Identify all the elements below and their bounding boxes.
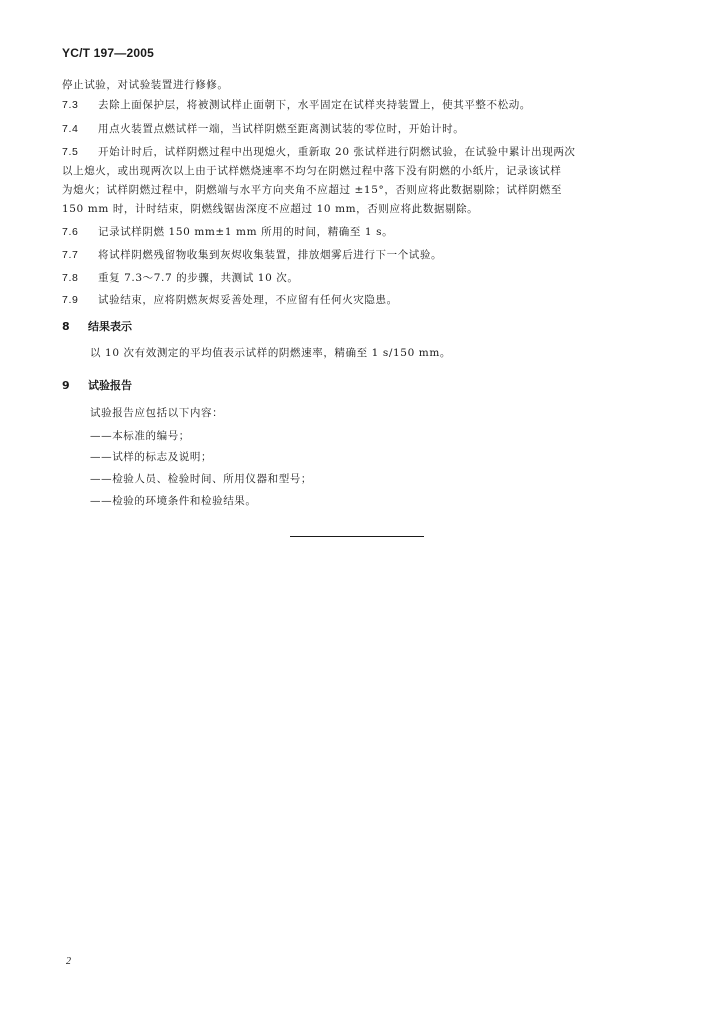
item-text: 去除上面保护层，将被测试样止面朝下，水平固定在试样夹持装置上，使其平整不松动。	[98, 99, 531, 111]
heading-title: 试验报告	[88, 379, 132, 392]
standard-code-header: YC/T 197—2005	[62, 46, 154, 60]
heading-number: 8	[62, 320, 70, 333]
item-text: 将试样阴燃残留物收集到灰烬收集装置，排放烟雾后进行下一个试验。	[98, 249, 443, 261]
result-text: 以 10 次有效测定的平均值表示试样的阴燃速率，精确至 1 s/150 mm。	[90, 347, 452, 359]
heading-number: 9	[62, 379, 70, 392]
item-7-9	[62, 291, 398, 310]
item-text: 用点火装置点燃试样一端，当试样阴燃至距离测试装的零位时，开始计时。	[98, 123, 465, 135]
section-9-body	[62, 404, 660, 514]
item-text: 重复 7.3～7.7 的步骤，共测试 10 次。	[98, 272, 299, 284]
item-number: 7.4	[62, 123, 79, 135]
item-number: 7.7	[62, 249, 79, 261]
end-rule	[290, 536, 424, 537]
item-7-7	[62, 246, 442, 265]
item-7-5	[62, 143, 576, 162]
section-8-body	[62, 344, 660, 364]
item-7-5-line-4: 150 mm 时，计时结束，阴燃线锯齿深度不应超过 10 mm，否则应将此数据剔除。	[62, 203, 479, 215]
item-number: 7.5	[62, 146, 79, 158]
report-item: ——检验的环境条件和检验结果。	[90, 495, 257, 507]
item-number: 7.8	[62, 272, 79, 284]
section-7-body	[62, 76, 660, 316]
item-text-line-1: 开始计时后，试样阴燃过程中出现熄火，重新取 20 张试样进行阴燃试验，在试验中累计出现两次	[98, 146, 576, 158]
section-8-heading	[62, 318, 132, 334]
report-item: ——本标准的编号；	[90, 430, 190, 442]
continuation-line: 停止试验，对试验装置进行修修。	[62, 79, 229, 91]
item-7-4	[62, 120, 464, 139]
item-text: 试验结束，应将阴燃灰烬妥善处理，不应留有任何火灾隐患。	[98, 294, 398, 306]
report-item: ——检验人员、检验时间、所用仪器和型号；	[90, 473, 312, 485]
page-number: 2	[66, 956, 71, 967]
report-intro: 试验报告应包括以下内容：	[90, 407, 224, 419]
item-7-5-line-3: 为熄火；试样阴燃过程中，阴燃端与水平方向夹角不应超过 ±15°，否则应将此数据剔除；试样阴燃至	[62, 184, 562, 196]
item-7-8	[62, 269, 299, 288]
item-7-5-line-2: 以上熄火，或出现两次以上由于试样燃烧速率不均匀在阴燃过程中落下没有阴燃的小纸片，记录该试样	[62, 165, 562, 177]
item-number: 7.9	[62, 294, 79, 306]
heading-title: 结果表示	[88, 320, 132, 333]
item-number: 7.6	[62, 226, 79, 238]
item-7-3	[62, 96, 531, 115]
item-7-6	[62, 223, 393, 242]
item-number: 7.3	[62, 99, 79, 111]
section-9-heading	[62, 377, 132, 393]
item-text: 记录试样阴燃 150 mm±1 mm 所用的时间，精确至 1 s。	[98, 226, 394, 238]
report-item: ——试样的标志及说明；	[90, 451, 213, 463]
